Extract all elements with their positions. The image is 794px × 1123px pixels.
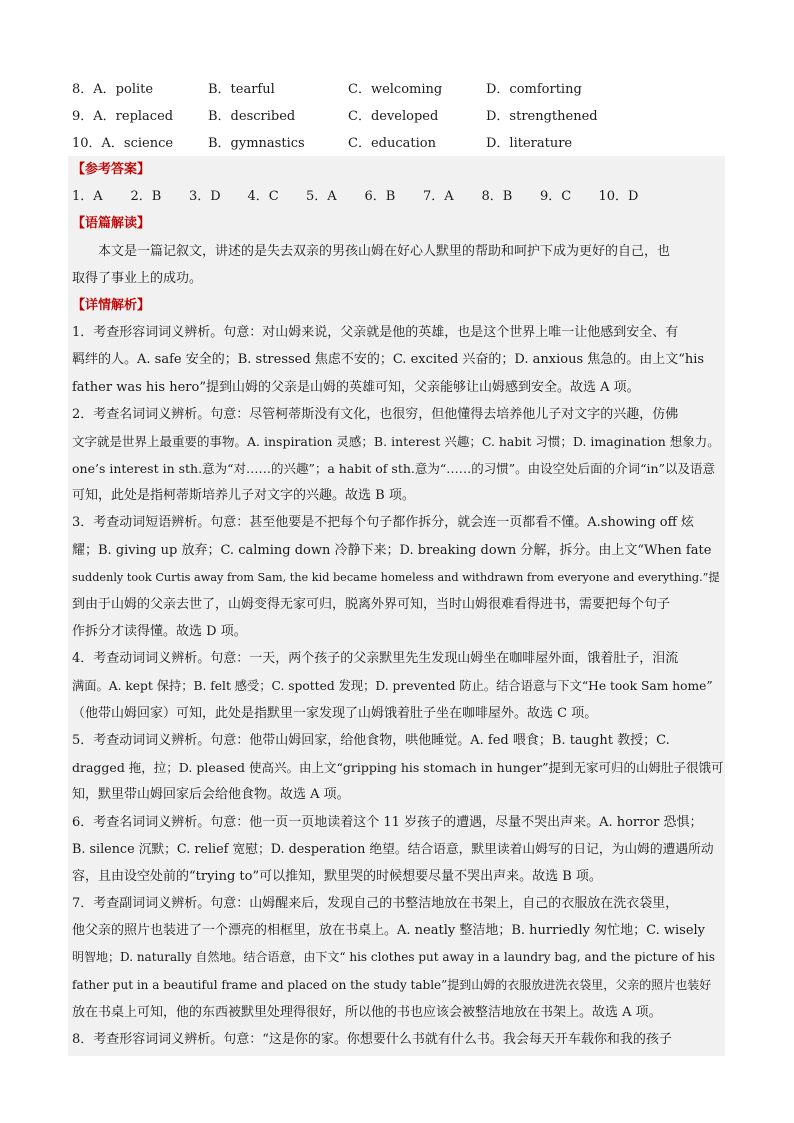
answer-heading: 【参考答案】 <box>72 162 151 177</box>
detail-line: 8．考查形容词词义辨析。句意：“这是你的家。你想要什么书就有什么书。我会每天开车载你和我的孩子 <box>72 1032 672 1047</box>
detail-line: 4．考查动词词义辨析。句意：一天，两个孩子的父亲默里先生发现山姆坐在咖啡屋外面，饿着肚子，泪流 <box>72 651 679 667</box>
answer-item: 9．C <box>540 189 572 205</box>
option-a: 9．A．replaced <box>72 109 174 124</box>
option-b: B．gymnastics <box>208 136 305 151</box>
detail-heading: 【详情解析】 <box>72 297 151 313</box>
answer-item: 5．A <box>306 189 337 205</box>
answer-item: 4．C <box>247 189 279 205</box>
detail-line: dragged 拖，拉；D. pleased 使高兴。由上文“gripping his stomach in hunger”提到无家可归的山姆肚子很饿可 <box>72 760 724 776</box>
detail-line: 作拆分才读得懂。故选 D 项。 <box>72 624 247 640</box>
option-c: C．developed <box>348 109 439 124</box>
detail-line: 5．考查动词词义辨析。句意：他带山姆回家，给他食物，哄他睡觉。A. fed 喂食；B. taught 教授；C. <box>72 732 670 748</box>
option-row <box>72 101 732 128</box>
option-b: B．described <box>208 109 296 124</box>
answer-item: 6．B <box>364 189 396 205</box>
detail-line: 耀；B. giving up 放弃；C. calming down 冷静下来；D. breaking down 分解，拆分。由上文“When fate <box>72 542 712 558</box>
detail-line: 羁绊的人。A. safe 安全的；B. stressed 焦虑不安的；C. excited 兴奋的；D. anxious 焦急的。由上文“his <box>72 352 705 368</box>
detail-line: 到由于山姆的父亲去世了，山姆变得无家可归，脱离外界可知，当时山姆很难看得进书，需要把每个句子 <box>72 597 671 612</box>
detail-line: 6．考查名词词义辨析。句意：他一页一页地读着这个 11 岁孩子的遭遇，尽量不哭出声来。A. horror 恐惧； <box>72 814 703 830</box>
detail-line: 放在书桌上可知，他的东西被默里处理得很好，所以他的书也应该会被整洁地放在书架上。故选 A 项。 <box>72 1004 662 1020</box>
option-b: B．tearful <box>208 82 275 97</box>
detail-line: 明智地；D. naturally 自然地。结合语意，由下文“ his clothes put away in a laundry bag, and the picture of his <box>72 950 715 965</box>
option-d: D．strengthened <box>486 109 598 124</box>
detail-line: father was his hero”提到山姆的父亲是山姆的英雄可知，父亲能够让山姆感到安全。故选 A 项。 <box>72 379 640 395</box>
detail-line: 容，且由设空处前的“trying to”可以推知，默里哭的时候想要尽量不哭出声来。故选 B 项。 <box>72 868 602 884</box>
detail-line: 可知，此处是指柯蒂斯培养儿子对文字的兴趣。故选 B 项。 <box>72 488 415 504</box>
detail-line: 1．考查形容词词义辨析。句意：对山姆来说，父亲就是他的英雄，也是这个世界上唯一让他感到安全、有 <box>72 325 679 341</box>
option-row <box>72 128 732 155</box>
option-a: 10．A．science <box>72 136 174 151</box>
reading-line: 本文是一篇记叙文，讲述的是失去双亲的男孩山姆在好心人默里的帮助和呵护下成为更好的自己，也 <box>98 243 671 259</box>
detail-line: 知，默里带山姆回家后会给他食物。故选 A 项。 <box>72 787 350 803</box>
detail-line: 满面。A. kept 保持；B. felt 感受；C. spotted 发现；D. prevented 防止。结合语意与下文“He took Sam home” <box>72 678 713 693</box>
answer-item: 10．D <box>598 189 639 205</box>
option-d: D．literature <box>486 136 573 151</box>
detail-line: one’s interest in sth.意为“对……的兴趣”；a habit of sth.意为“……的习惯”。由设空处后面的介词“in”以及语意 <box>72 461 715 477</box>
reading-line: 取得了事业上的成功。 <box>72 270 203 286</box>
detail-line: B. silence 沉默；C. relief 宽慰；D. desperation 绝望。结合语意，默里读着山姆写的日记，为山姆的遭遇所动 <box>72 841 714 857</box>
option-c: C．welcoming <box>348 82 443 97</box>
answer-key <box>72 183 724 210</box>
option-row <box>72 74 732 101</box>
answer-item: 7．A <box>423 189 454 205</box>
option-a: 8．A．polite <box>72 82 154 97</box>
detail-line: 2．考查名词词义辨析。句意：尽管柯蒂斯没有文化，也很穷，但他懂得去培养他儿子对文字的兴趣，仿佛 <box>72 406 679 422</box>
answer-section <box>72 156 724 1053</box>
answer-item: 8．B <box>481 189 513 205</box>
detail-line: 3．考查动词短语辨析。句意：甚至他要是不把每个句子都作拆分，就会连一页都看不懂。A.showing off 炫 <box>72 515 694 531</box>
answer-item: 3．D <box>189 189 221 205</box>
option-c: C．education <box>348 136 436 151</box>
detail-line: 7．考查副词词义辨析。句意：山姆醒来后，发现自己的书整洁地放在书架上，自己的衣服放在洗衣袋里， <box>72 896 679 912</box>
answer-options <box>72 74 732 155</box>
answer-item: 1．A <box>72 189 103 205</box>
reading-heading: 【语篇解读】 <box>72 216 151 232</box>
detail-line: father put in a beautiful frame and placed on the study table”提到山姆的衣服放进洗衣袋里，父亲的照片也装好 <box>72 977 712 992</box>
detail-line: 他父亲的照片也装进了一个漂亮的相框里，放在书桌上。A. neatly 整洁地；B. hurriedly 匆忙地；C. wisely <box>72 923 706 939</box>
detail-line: suddenly took Curtis away from Sam, the kid became homeless and withdrawn from everyone and everything.”提 <box>72 570 720 584</box>
option-d: D．comforting <box>486 82 582 97</box>
detail-line: 文字就是世界上最重要的事物。A. inspiration 灵感；B. interest 兴趣；C. habit 习惯；D. imagination 想象力。 <box>72 433 720 449</box>
answer-item: 2．B <box>130 189 162 205</box>
detail-line: （他带山姆回家）可知，此处是指默里一家发现了山姆饿着肚子坐在咖啡屋外。故选 C 项。 <box>72 705 598 721</box>
detail-body <box>72 319 724 1053</box>
